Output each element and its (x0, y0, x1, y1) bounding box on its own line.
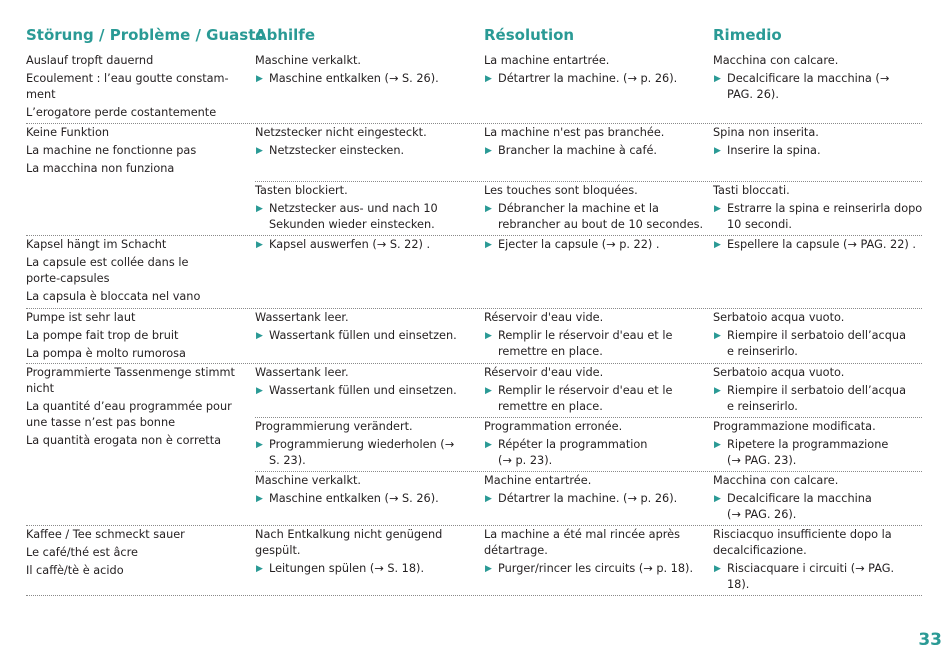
triangle-right-icon: ▶ (485, 240, 492, 250)
cause-text: Programmazione modificata. (713, 420, 876, 433)
remedy-it (713, 125, 821, 159)
action-text: Wassertank füllen und einsetzen. (269, 329, 457, 342)
cause-text: Wassertank leer. (255, 311, 349, 324)
problem-cell (26, 53, 248, 121)
remedy-fr (484, 53, 677, 87)
triangle-right-icon: ▶ (485, 564, 492, 574)
triangle-right-icon: ▶ (256, 494, 263, 504)
cause-text: Maschine verkalkt. (255, 474, 362, 487)
cause-text: La machine a été mal rincée après détartrage. (484, 528, 681, 557)
row-divider (26, 123, 922, 124)
triangle-right-icon: ▶ (256, 240, 263, 250)
action-text: Espellere la capsule (→ PAG. 22) . (727, 238, 916, 251)
remedy-fr (484, 237, 660, 253)
cause-text: Les touches sont bloquées. (484, 184, 638, 197)
problem-it: Il caffè/tè è acido (26, 564, 124, 577)
action-text: Ejecter la capsule (→ p. 22) . (498, 238, 660, 251)
remedy-fr (484, 183, 704, 233)
triangle-right-icon: ▶ (714, 331, 721, 341)
remedy-fr (484, 473, 677, 507)
action-text: Inserire la spina. (727, 144, 821, 157)
triangle-right-icon: ▶ (485, 74, 492, 84)
triangle-right-icon: ▶ (714, 386, 721, 396)
problem-fr: Le café/thé est âcre (26, 546, 138, 559)
header-problem: Störung / Problème / Guasto (26, 26, 266, 44)
remedy-it (713, 365, 913, 415)
header-resolution: Résolution (484, 26, 575, 44)
action-text: Programmierung wiederholen (→ S. 23). (269, 438, 455, 467)
problem-it: La quantità erogata non è corretta (26, 434, 222, 447)
cause-text: Spina non inserita. (713, 126, 819, 139)
action-text: Détartrer la machine. (→ p. 26). (498, 72, 678, 85)
remedy-fr (484, 527, 699, 577)
action-text: Maschine entkalken (→ S. 26). (269, 492, 439, 505)
remedy-de (255, 419, 455, 469)
cause-text: Macchina con calcare. (713, 474, 839, 487)
problem-de: Kaffee / Tee schmeckt sauer (26, 528, 185, 541)
triangle-right-icon: ▶ (485, 386, 492, 396)
action-text: Risciacquare i circuiti (→ PAG. 18). (727, 562, 895, 591)
triangle-right-icon: ▶ (714, 204, 721, 214)
remedy-fr (484, 125, 664, 159)
triangle-right-icon: ▶ (256, 564, 263, 574)
action-text: Estrarre la spina e reinserirla dopo 10 secondi. (727, 202, 923, 231)
triangle-right-icon: ▶ (714, 494, 721, 504)
header-abhilfe: Abhilfe (255, 26, 316, 44)
cause-text: La machine n'est pas branchée. (484, 126, 665, 139)
problem-it: L’erogatore perde costantemente (26, 106, 217, 119)
problem-de: Kapsel hängt im Schacht (26, 238, 167, 251)
triangle-right-icon: ▶ (714, 564, 721, 574)
remedy-it (713, 527, 903, 593)
problem-de: Pumpe ist sehr laut (26, 311, 136, 324)
remedy-de (255, 473, 439, 507)
cause-text: Réservoir d'eau vide. (484, 311, 604, 324)
remedy-it (713, 310, 913, 360)
remedy-it (713, 53, 913, 103)
action-text: Riempire il serbatoio dell’acqua e reinserirlo. (727, 329, 906, 358)
triangle-right-icon: ▶ (714, 440, 721, 450)
row-divider (26, 308, 922, 309)
triangle-right-icon: ▶ (485, 146, 492, 156)
triangle-right-icon: ▶ (485, 204, 492, 214)
action-text: Netzstecker einstecken. (269, 144, 405, 157)
action-text: Netzstecker aus- und nach 10 Sekunden wieder einstecken. (269, 202, 438, 231)
cause-text: Programmation erronée. (484, 420, 623, 433)
problem-cell (26, 237, 226, 305)
problem-cell (26, 310, 248, 362)
triangle-right-icon: ▶ (485, 494, 492, 504)
problem-cell (26, 365, 244, 449)
problem-fr: Ecoulement : l’eau goutte constam-ment (26, 72, 229, 101)
remedy-de (255, 183, 455, 233)
action-text: Brancher la machine à café. (498, 144, 657, 157)
problem-fr: La machine ne fonctionne pas (26, 144, 197, 157)
cause-text: La machine entartrée. (484, 54, 610, 67)
triangle-right-icon: ▶ (256, 146, 263, 156)
triangle-right-icon: ▶ (256, 74, 263, 84)
action-text: Leitungen spülen (→ S. 18). (269, 562, 425, 575)
action-text: Kapsel auswerfen (→ S. 22) . (269, 238, 431, 251)
action-text: Répéter la programmation (→ p. 23). (498, 438, 648, 467)
cause-text: Maschine verkalkt. (255, 54, 362, 67)
triangle-right-icon: ▶ (256, 331, 263, 341)
row-divider (255, 181, 922, 182)
row-divider (26, 235, 922, 236)
triangle-right-icon: ▶ (485, 440, 492, 450)
action-text: Decalcificare la macchina (→ PAG. 26). (727, 72, 890, 101)
action-text: Remplir le réservoir d'eau et le remettre en place. (498, 329, 673, 358)
cause-text: Tasti bloccati. (713, 184, 790, 197)
page-number: 33 (918, 630, 942, 650)
remedy-de (255, 527, 460, 577)
action-text: Ripetere la programmazione (→ PAG. 23). (727, 438, 889, 467)
row-divider (26, 363, 922, 364)
row-divider (255, 417, 922, 418)
cause-text: Tasten blockiert. (255, 184, 348, 197)
remedy-de (255, 237, 430, 253)
problem-fr: La pompe fait trop de bruit (26, 329, 179, 342)
cause-text: Serbatoio acqua vuoto. (713, 311, 845, 324)
remedy-it (713, 473, 883, 523)
triangle-right-icon: ▶ (714, 240, 721, 250)
cause-text: Programmierung verändert. (255, 420, 413, 433)
cause-text: Nach Entkalkung nicht genügend gespült. (255, 528, 443, 557)
action-text: Riempire il serbatoio dell’acqua e reinserirlo. (727, 384, 906, 413)
remedy-de (255, 53, 439, 87)
problem-it: La capsula è bloccata nel vano (26, 290, 201, 303)
remedy-fr (484, 365, 684, 415)
action-text: Wassertank füllen und einsetzen. (269, 384, 457, 397)
action-text: Maschine entkalken (→ S. 26). (269, 72, 439, 85)
remedy-de (255, 125, 427, 159)
action-text: Détartrer la machine. (→ p. 26). (498, 492, 678, 505)
header-rimedio: Rimedio (713, 26, 782, 44)
cause-text: Serbatoio acqua vuoto. (713, 366, 845, 379)
cause-text: Risciacquo insufficiente dopo la decalcificazione. (713, 528, 892, 557)
cause-text: Wassertank leer. (255, 366, 349, 379)
triangle-right-icon: ▶ (485, 331, 492, 341)
problem-it: La macchina non funziona (26, 162, 175, 175)
problem-cell (26, 527, 248, 579)
remedy-de (255, 365, 457, 399)
remedy-de (255, 310, 457, 344)
action-text: Decalcificare la macchina (→ PAG. 26). (727, 492, 872, 521)
remedy-fr (484, 419, 664, 469)
problem-fr: La quantité d’eau programmée pour une tasse n’est pas bonne (26, 400, 232, 429)
triangle-right-icon: ▶ (256, 204, 263, 214)
row-divider (255, 471, 922, 472)
cause-text: Machine entartrée. (484, 474, 592, 487)
remedy-fr (484, 310, 684, 360)
remedy-it (713, 183, 923, 233)
row-divider (26, 525, 922, 526)
action-text: Purger/rincer les circuits (→ p. 18). (498, 562, 694, 575)
triangle-right-icon: ▶ (714, 74, 721, 84)
triangle-right-icon: ▶ (256, 440, 263, 450)
remedy-it (713, 419, 903, 469)
problem-fr: La capsule est collée dans le porte-capsules (26, 256, 189, 285)
problem-cell (26, 125, 248, 177)
triangle-right-icon: ▶ (256, 386, 263, 396)
action-text: Remplir le réservoir d'eau et le remettre en place. (498, 384, 673, 413)
problem-de: Keine Funktion (26, 126, 110, 139)
cause-text: Macchina con calcare. (713, 54, 839, 67)
problem-de: Auslauf tropft dauernd (26, 54, 154, 67)
problem-de: Programmierte Tassenmenge stimmt nicht (26, 366, 235, 395)
remedy-it (713, 237, 916, 253)
row-divider (26, 595, 922, 596)
problem-it: La pompa è molto rumorosa (26, 347, 186, 360)
cause-text: Netzstecker nicht eingesteckt. (255, 126, 427, 139)
action-text: Débrancher la machine et la rebrancher au bout de 10 secondes. (498, 202, 704, 231)
cause-text: Réservoir d'eau vide. (484, 366, 604, 379)
triangle-right-icon: ▶ (714, 146, 721, 156)
